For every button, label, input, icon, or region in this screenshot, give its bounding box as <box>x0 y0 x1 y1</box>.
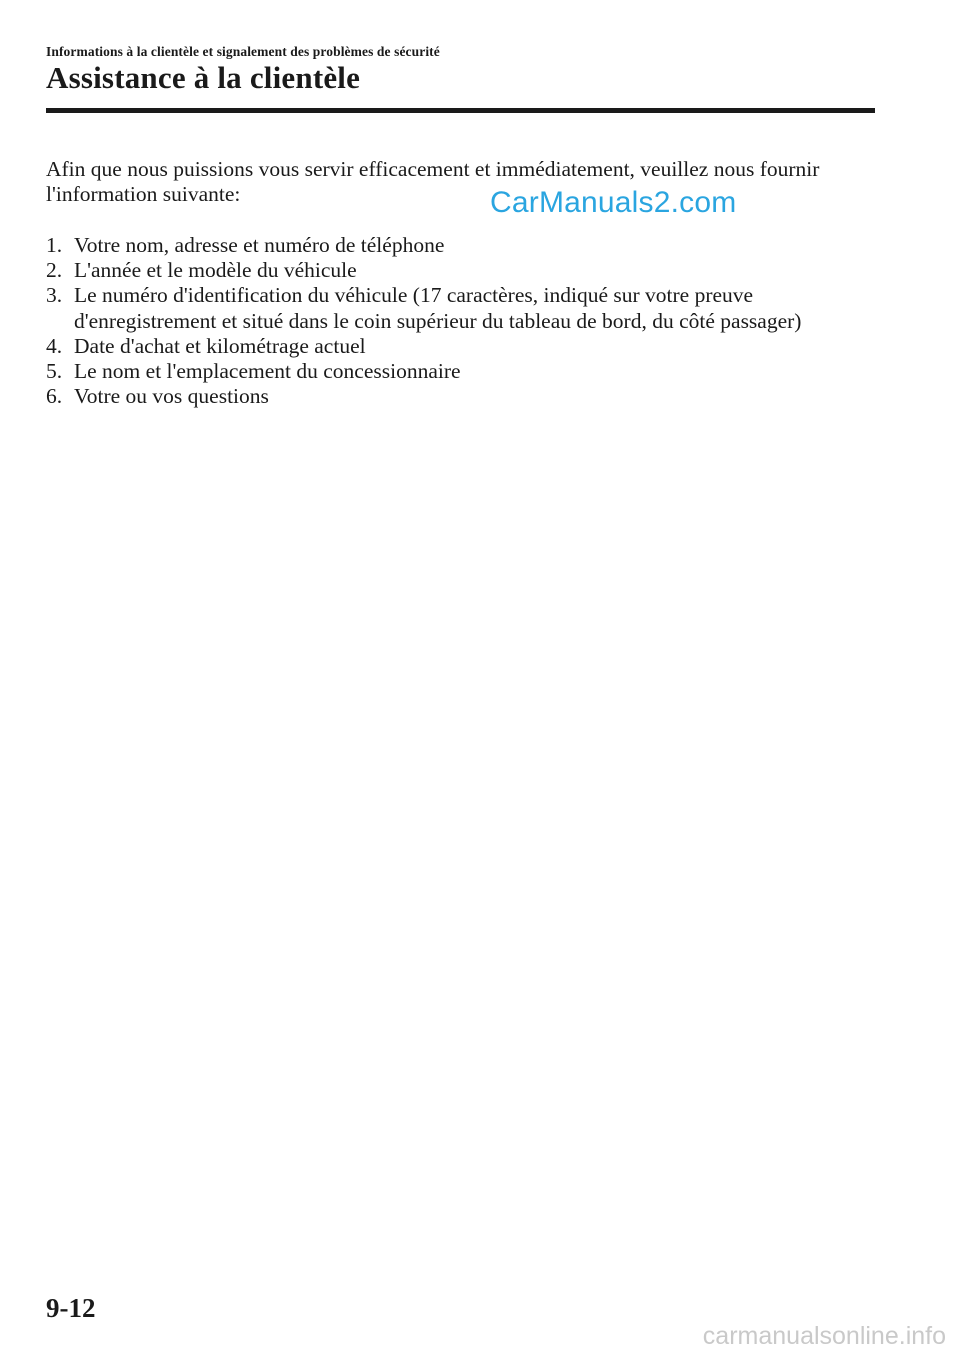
section-header: Informations à la clientèle et signalement des problèmes de sécurité <box>46 44 440 59</box>
page-number: 9-12 <box>46 1293 96 1323</box>
list-item-number: 4. <box>46 333 63 358</box>
list-item-text: Date d'achat et kilométrage actuel <box>74 333 366 358</box>
title-divider <box>46 108 875 113</box>
page-title: Assistance à la clientèle <box>46 60 361 95</box>
list-item-number: 5. <box>46 359 63 384</box>
list-item <box>46 334 876 359</box>
list-item-number: 6. <box>46 384 63 409</box>
list-item <box>46 384 876 409</box>
carmanualsonline-watermark: carmanualsonline.info <box>702 1322 946 1350</box>
list-item <box>46 359 876 384</box>
list-item-text: Le nom et l'emplacement du concessionnaire <box>74 359 461 384</box>
list-item-text: Votre ou vos questions <box>74 384 269 409</box>
information-list <box>46 233 876 409</box>
carmanuals-watermark: CarManuals2.com <box>490 186 737 219</box>
list-item-number: 1. <box>46 233 63 257</box>
list-item <box>46 283 876 333</box>
list-item-number: 3. <box>46 283 63 308</box>
list-item-text: L'année et le modèle du véhicule <box>74 258 357 283</box>
intro-paragraph: Afin que nous puissions vous servir efficacement et immédiatement, veuillez nous fournir l'information suivante: <box>46 157 820 206</box>
list-item-number: 2. <box>46 258 63 283</box>
list-item-text: Votre nom, adresse et numéro de téléphone <box>74 233 445 257</box>
list-item-text: Le numéro d'identification du véhicule (17 caractères, indiqué sur votre preuve d'enregistrement et situé dans le coin supérieur du tableau de bord, du côté passager) <box>74 283 802 333</box>
list-item <box>46 258 876 283</box>
list-item <box>46 233 876 258</box>
